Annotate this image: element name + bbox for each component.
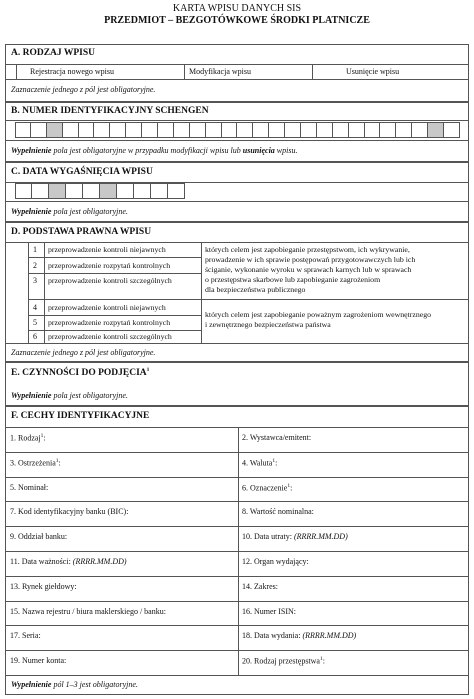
basis-row-2-label[interactable]: przeprowadzenie rozpytań kontrolnych xyxy=(48,261,171,270)
section-f-title: F. CECHY IDENTYFIKACYJNE xyxy=(11,411,150,421)
field-3[interactable]: 3. Ostrzeżenia$^1$: xyxy=(10,457,61,468)
schengen-number-cell[interactable] xyxy=(333,122,349,138)
section-e xyxy=(5,362,469,406)
schengen-number-cell[interactable] xyxy=(301,122,317,138)
field-8[interactable]: 8. Wartość nominalna: xyxy=(242,507,314,517)
schengen-number-cell[interactable] xyxy=(110,122,126,138)
basis-row-3-label[interactable]: przeprowadzenie kontroli szczególnych xyxy=(48,276,172,285)
field-2[interactable]: 2. Wystawca/emitent: xyxy=(242,433,312,442)
schengen-number-cell[interactable] xyxy=(94,122,110,138)
basis-row-6-num: 6 xyxy=(33,332,37,341)
expiry-date-cell[interactable] xyxy=(32,183,49,199)
field-15[interactable]: 15. Nazwa rejestru / biura maklerskiego / banku: xyxy=(10,606,166,616)
basis-row-1-label[interactable]: przeprowadzenie kontroli niejawnych xyxy=(48,245,166,254)
field-14[interactable]: 14. Zakres: xyxy=(242,581,278,591)
expiry-date-cell[interactable] xyxy=(117,183,134,199)
field-10[interactable]: 10. Data utraty: (RRRR.MM.DD) xyxy=(242,532,348,542)
section-c-title: C. DATA WYGAŚNIĘCIA WPISU xyxy=(11,167,153,177)
expiry-date-cells[interactable] xyxy=(15,183,185,199)
schengen-number-cell[interactable] xyxy=(63,122,79,138)
schengen-number-cell[interactable] xyxy=(253,122,269,138)
section-a xyxy=(5,44,469,102)
expiry-date-cell[interactable] xyxy=(168,183,185,199)
basis-row-2-num: 2 xyxy=(33,261,37,270)
field-1[interactable]: 1. Rodzaj$^1$: xyxy=(10,433,46,443)
option-new-entry[interactable]: Rejestracja nowego wpisu xyxy=(30,67,114,76)
purpose-1-line-5: dla bezpieczeństwa publicznego xyxy=(205,285,306,294)
schengen-number-cell[interactable] xyxy=(365,122,381,138)
schengen-number-cell[interactable] xyxy=(158,122,174,138)
field-6[interactable]: 6. Oznaczenie$^1$: xyxy=(242,482,293,493)
purpose-1-line-4: o przestępstwa skarbowe lub zapobieganie zagrożeniom xyxy=(205,275,381,284)
form-subject: PRZEDMIOT – BEZGOTÓWKOWE ŚRODKI PLATNICZE xyxy=(104,15,370,26)
field-13[interactable]: 13. Rynek giełdowy: xyxy=(10,581,77,591)
field-5[interactable]: 5. Nominał: xyxy=(10,482,49,492)
schengen-number-cell[interactable] xyxy=(412,122,428,138)
basis-row-1-num: 1 xyxy=(33,245,37,254)
field-17[interactable]: 17. Seria: xyxy=(10,631,41,641)
section-e-title: E. CZYNNOŚCI DO PODJĘCIA$^1$ xyxy=(11,367,150,379)
purpose-1-line-1: których celem jest zapobieganie przestępstwom, ich wykrywanie, xyxy=(205,245,410,254)
schengen-number-cells[interactable] xyxy=(15,122,460,138)
purpose-2-line-1: których celem jest zapobieganie poważnym zagrożeniom wewnętrznego xyxy=(205,310,432,319)
schengen-number-cell[interactable] xyxy=(349,122,365,138)
section-a-title: A. RODZAJ WPISU xyxy=(11,48,96,58)
section-a-note: Zaznaczenie jednego z pól jest obligatoryjne. xyxy=(11,85,156,94)
expiry-date-cell[interactable] xyxy=(151,183,168,199)
schengen-number-cell[interactable] xyxy=(79,122,95,138)
expiry-date-cell[interactable] xyxy=(66,183,83,199)
purpose-1-line-3: ściganie, wykonanie wyroku w sprawach karnych lub w sprawach xyxy=(205,265,412,274)
schengen-number-cell[interactable] xyxy=(174,122,190,138)
option-delete-entry[interactable]: Usunięcie wpisu xyxy=(346,67,400,76)
section-f-note: Wypełnienie pól 1–3 jest obligatoryjne. xyxy=(11,680,138,689)
schengen-number-cell[interactable] xyxy=(444,122,460,138)
field-7[interactable]: 7. Kod identyfikacyjny banku (BIC): xyxy=(10,507,129,517)
basis-row-4-num: 4 xyxy=(33,303,37,312)
field-11[interactable]: 11. Data ważności: (RRRR.MM.DD) xyxy=(10,557,127,566)
schengen-number-cell[interactable] xyxy=(126,122,142,138)
expiry-date-cell[interactable] xyxy=(83,183,100,199)
section-b xyxy=(5,102,469,162)
form-title: KARTA WPISU DANYCH SIS xyxy=(172,3,302,14)
basis-row-4-label[interactable]: przeprowadzenie kontroli niejawnych xyxy=(48,303,166,312)
section-f xyxy=(5,406,469,695)
schengen-number-cell[interactable] xyxy=(206,122,222,138)
section-d xyxy=(5,222,469,362)
schengen-number-cell[interactable] xyxy=(47,122,63,138)
field-19[interactable]: 19. Numer konta: xyxy=(10,656,67,666)
purpose-1-line-2: prowadzenie w ich sprawie postępowań przygotowawczych lub ich xyxy=(205,255,416,264)
expiry-date-cell[interactable] xyxy=(15,183,32,199)
section-d-note: Zaznaczenie jednego z pól jest obligatoryjne. xyxy=(11,348,156,357)
schengen-number-cell[interactable] xyxy=(269,122,285,138)
section-c-note: Wypełnienie pola jest obligatoryjne. xyxy=(11,207,128,216)
schengen-number-cell[interactable] xyxy=(142,122,158,138)
schengen-number-cell[interactable] xyxy=(285,122,301,138)
basis-row-5-label[interactable]: przeprowadzenie rozpytań kontrolnych xyxy=(48,318,171,327)
section-b-title: B. NUMER IDENTYFIKACYJNY SCHENGEN xyxy=(11,106,209,116)
option-modify-entry[interactable]: Modyfikacja wpisu xyxy=(189,67,251,76)
schengen-number-cell[interactable] xyxy=(317,122,333,138)
basis-row-3-num: 3 xyxy=(33,276,37,285)
section-c xyxy=(5,162,469,222)
section-e-note: Wypełnienie pola jest obligatoryjne. xyxy=(11,391,128,400)
field-20[interactable]: 20. Rodzaj przestępstwa$^1$: xyxy=(242,656,325,666)
section-b-note: Wypełnienie pola jest obligatoryjne w przypadku modyfikacji wpisu lub usunięcia wpisu. xyxy=(11,146,298,155)
schengen-number-cell[interactable] xyxy=(380,122,396,138)
schengen-number-cell[interactable] xyxy=(237,122,253,138)
basis-row-5-num: 5 xyxy=(33,318,37,327)
field-16[interactable]: 16. Numer ISIN: xyxy=(242,606,296,616)
schengen-number-cell[interactable] xyxy=(190,122,206,138)
field-4[interactable]: 4. Waluta$^1$: xyxy=(242,457,278,468)
schengen-number-cell[interactable] xyxy=(15,122,31,138)
schengen-number-cell[interactable] xyxy=(396,122,412,138)
section-d-title: D. PODSTAWA PRAWNA WPISU xyxy=(11,227,152,237)
expiry-date-cell[interactable] xyxy=(134,183,151,199)
schengen-number-cell[interactable] xyxy=(222,122,238,138)
field-9[interactable]: 9. Oddział banku: xyxy=(10,532,68,542)
expiry-date-cell[interactable] xyxy=(49,183,66,199)
field-12[interactable]: 12. Organ wydający: xyxy=(242,557,309,566)
schengen-number-cell[interactable] xyxy=(31,122,47,138)
field-18[interactable]: 18. Data wydania: (RRRR.MM.DD) xyxy=(242,631,357,641)
schengen-number-cell[interactable] xyxy=(428,122,444,138)
basis-row-6-label[interactable]: przeprowadzenie kontroli szczególnych xyxy=(48,332,172,341)
expiry-date-cell[interactable] xyxy=(100,183,117,199)
purpose-2-line-2: i zewnętrznego bezpieczeństwa państwa xyxy=(205,320,331,329)
